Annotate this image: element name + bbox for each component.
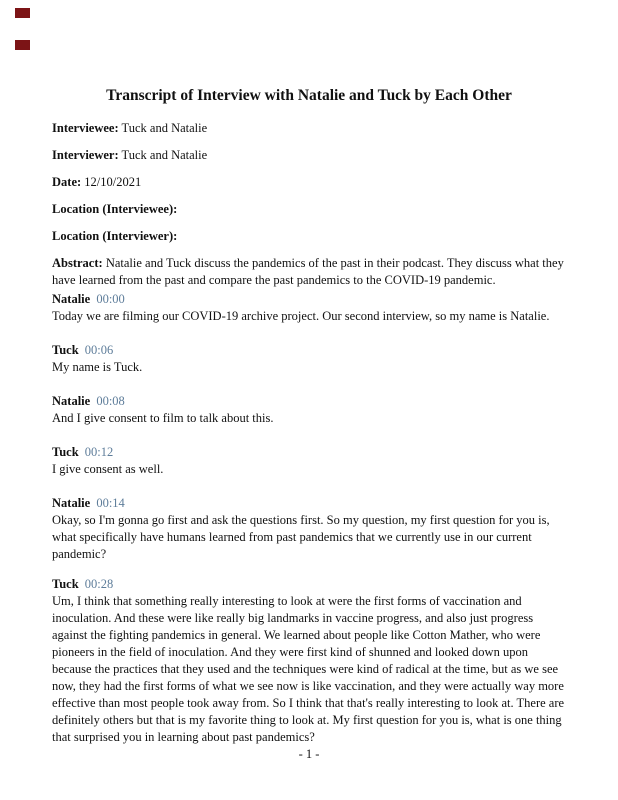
speaker-line: [52, 495, 566, 512]
meta-line-location-interviewer: [52, 228, 566, 245]
red-marker-icon: [15, 40, 30, 50]
dialogue-text: I give consent as well.: [52, 462, 164, 476]
speaker-name: Tuck: [52, 445, 79, 459]
metadata-block: [52, 120, 566, 289]
meta-line-interviewer: [52, 147, 566, 164]
meta-label: Date:: [52, 175, 82, 189]
dialogue-text: And I give consent to film to talk about this.: [52, 411, 274, 425]
page-number: - 1 -: [298, 747, 320, 761]
timestamp: 00:12: [84, 445, 114, 459]
speaker-line: [52, 576, 566, 593]
speaker-line: [52, 444, 566, 461]
timestamp: 00:28: [84, 577, 114, 591]
dialogue-text: Okay, so I'm gonna go first and ask the questions first. So my question, my first question for you is, what specifically have humans learned from past pandemics that we currently use in our current pandemic?: [52, 513, 550, 561]
timestamp: 00:14: [96, 496, 125, 510]
meta-value: Tuck and Natalie: [121, 121, 208, 135]
timestamp: 00:06: [84, 343, 114, 357]
speaker-name: Tuck: [52, 343, 79, 357]
dialogue-turn: [52, 444, 566, 478]
meta-line-interviewee: [52, 120, 566, 137]
meta-line-abstract: [52, 255, 566, 289]
meta-label: Location (Interviewee):: [52, 202, 178, 216]
meta-value: 12/10/2021: [84, 175, 142, 189]
speaker-name: Natalie: [52, 292, 91, 306]
red-marker-icon: [15, 8, 30, 18]
dialogue-turn: [52, 576, 566, 746]
timestamp: 00:08: [96, 394, 125, 408]
speaker-line: [52, 291, 566, 308]
speaker-name: Natalie: [52, 496, 91, 510]
speaker-line: [52, 342, 566, 359]
meta-line-location-interviewee: [52, 201, 566, 218]
meta-label: Interviewee:: [52, 121, 119, 135]
timestamp: 00:00: [96, 292, 125, 306]
dialogue-turn: [52, 342, 566, 376]
document-title: Transcript of Interview with Natalie and Tuck by Each Other: [106, 87, 512, 104]
meta-line-date: [52, 174, 566, 191]
dialogue-turn: [52, 393, 566, 427]
meta-value: Tuck and Natalie: [121, 148, 208, 162]
meta-label: Location (Interviewer):: [52, 229, 178, 243]
speaker-name: Tuck: [52, 577, 79, 591]
meta-label: Abstract:: [52, 256, 103, 270]
dialogue-text: Um, I think that something really interesting to look at were the first forms of vaccination and inoculation. And these were like really big landmarks in vaccine progress, and also just progress against the fighting pandemics in general. We learned about people like Cotton Mather, who were pioneers in the field of inoculation. And they were first kind of shunned and looked down upon because the practices that they used and the techniques were kind of radical at the time, but as we see now, they had the first forms of what we see now is like vaccination, and they were actually way more effective than most people took away from. So I think that that's really interesting to look at. There are definitely others but that is my favorite thing to look at. My first question for you is, what is one thing that surprised you in learning about past pandemics?: [52, 594, 565, 744]
dialogue-text: Today we are filming our COVID-19 archive project. Our second interview, so my name is Natalie.: [52, 309, 550, 323]
meta-label: Interviewer:: [52, 148, 119, 162]
meta-value: Natalie and Tuck discuss the pandemics of the past in their podcast. They discuss what they have learned from the past and compare the past pandemics to the COVID-19 pandemic.: [52, 256, 564, 287]
dialogue-transcript: [52, 291, 566, 746]
speaker-name: Natalie: [52, 394, 91, 408]
dialogue-turn: [52, 291, 566, 325]
dialogue-text: My name is Tuck.: [52, 360, 143, 374]
dialogue-turn: [52, 495, 566, 563]
speaker-line: [52, 393, 566, 410]
